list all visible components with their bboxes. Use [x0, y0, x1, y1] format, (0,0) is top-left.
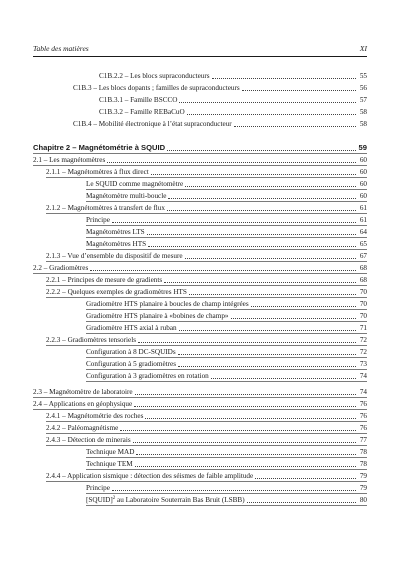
dot-leader — [135, 466, 356, 467]
dot-leader — [179, 102, 356, 103]
toc-entry[interactable] — [33, 153, 367, 165]
toc-entry[interactable] — [86, 237, 367, 249]
dot-leader — [90, 270, 356, 271]
toc-entry[interactable] — [99, 69, 367, 81]
toc-entry[interactable] — [86, 345, 367, 357]
toc-entry[interactable] — [73, 117, 367, 129]
dot-leader — [168, 198, 356, 199]
toc-entry[interactable] — [46, 201, 367, 213]
toc-entry[interactable] — [86, 457, 367, 469]
toc-entry-page: 72 — [359, 348, 367, 356]
toc-entry-page: 60 — [359, 192, 367, 200]
dot-leader — [112, 490, 356, 491]
dot-leader — [189, 294, 356, 295]
dot-leader — [187, 114, 356, 115]
toc-entry-page: 58 — [359, 108, 367, 116]
toc-entry[interactable] — [46, 421, 367, 433]
toc-entry-page: 64 — [359, 228, 367, 236]
chapter-heading[interactable] — [33, 141, 367, 153]
toc-entry-page: 70 — [359, 288, 367, 296]
toc-entry-title: Principe — [86, 216, 110, 224]
dot-leader — [247, 502, 356, 503]
toc-entry-page: 67 — [359, 252, 367, 260]
dot-leader — [134, 406, 356, 407]
toc-entry-page: 58 — [359, 120, 367, 128]
toc-entry-title: 2.4.4 – Application sismique : détection des séismes de faible amplitude — [46, 472, 254, 480]
toc-entry[interactable] — [86, 297, 367, 309]
toc-entry-page: 60 — [359, 180, 367, 188]
dot-leader — [133, 442, 356, 443]
dot-leader — [242, 90, 356, 91]
toc-entry-title: 2.1.1 – Magnétomètres à flux direct — [46, 168, 149, 176]
toc-entry-title: C1B.4 – Mobilité électronique à l’état supraconducteur — [73, 120, 232, 128]
toc-entry-page: 65 — [359, 240, 367, 248]
dot-leader — [179, 330, 356, 331]
toc-entry-title: Technique MAD — [86, 448, 135, 456]
toc-entry-page: 76 — [359, 424, 367, 432]
toc-entry[interactable] — [46, 285, 367, 297]
toc-entry-page: 79 — [359, 484, 367, 492]
dot-leader — [120, 430, 356, 431]
toc-entry[interactable] — [86, 189, 367, 201]
toc-entry[interactable] — [33, 385, 367, 397]
toc-entry[interactable] — [86, 321, 367, 333]
dot-leader — [135, 394, 356, 395]
toc-entry[interactable] — [86, 213, 367, 225]
running-header-title: Table des matières — [33, 44, 89, 53]
toc-entry-page: 78 — [359, 448, 367, 456]
toc-entry[interactable] — [46, 333, 367, 345]
toc-entry[interactable] — [46, 409, 367, 421]
toc-entry[interactable] — [46, 165, 367, 177]
dot-leader — [185, 186, 356, 187]
dot-leader — [147, 234, 356, 235]
toc-entry-page: 79 — [359, 472, 367, 480]
toc-entry-page: 78 — [359, 460, 367, 468]
toc-entry-title: Configuration à 3 gradiomètres en rotation — [86, 372, 209, 380]
row-separator — [86, 505, 367, 506]
toc-entry-page: 60 — [359, 156, 367, 164]
toc-entry-title: C1B.3 – Les blocs dopants ; familles de supraconducteurs — [73, 84, 240, 92]
toc-entry-page: 68 — [359, 276, 367, 284]
toc-entry-page: 61 — [359, 216, 367, 224]
header-rule — [33, 56, 367, 57]
toc-entry-title: Principe — [86, 484, 110, 492]
toc-entry[interactable] — [73, 81, 367, 93]
toc-entry-title: 2.1.3 – Vue d’ensemble du dispositif de mesure — [46, 252, 183, 260]
dot-leader — [151, 174, 356, 175]
toc-entry-page: 55 — [359, 72, 367, 80]
toc-entry-page: 59 — [358, 143, 367, 152]
dot-leader — [167, 150, 356, 151]
toc-entry-page: 76 — [359, 400, 367, 408]
dot-leader — [148, 246, 356, 247]
dot-leader — [164, 282, 356, 283]
toc-entry-title: Technique TEM — [86, 460, 133, 468]
toc-entry-page: 70 — [359, 300, 367, 308]
dot-leader — [231, 318, 356, 319]
toc-entry[interactable] — [99, 105, 367, 117]
running-header — [33, 44, 367, 56]
toc-entry-page: 56 — [359, 84, 367, 92]
toc-entry[interactable] — [46, 433, 367, 445]
dot-leader — [178, 366, 356, 367]
toc-entry-page: 61 — [359, 204, 367, 212]
toc-entry-title: 2.4.3 – Détection de minerais — [46, 436, 131, 444]
toc-entry-title: Gradiomètre HTS axial à ruban — [86, 324, 177, 332]
dot-leader — [112, 222, 356, 223]
dot-leader — [251, 306, 356, 307]
toc-entry-title: 2.4.2 – Paléomagnétisme — [46, 424, 119, 432]
dot-leader — [234, 126, 356, 127]
toc-entry-title: [SQUID]$^2$ au Laboratoire Souterrain Bas Bruit (LSBB) — [86, 496, 245, 504]
toc-entry-page: 57 — [359, 96, 367, 104]
toc-entry-title: Magnétomètre multi-boucle — [86, 192, 167, 200]
toc-entry-title: 2.2 – Gradiomètres — [33, 264, 89, 272]
toc-entry-title: Configuration à 8 DC-SQUIDs — [86, 348, 176, 356]
toc-entry-title: C1B.3.1 – Famille BSCCO — [99, 96, 178, 104]
toc-entry-title: 2.3 – Magnétomètre de laboratoire — [33, 388, 133, 396]
toc-entry-title: Configuration à 5 gradiomètres — [86, 360, 177, 368]
toc-entry-title: 2.4 – Applications en géophysique — [33, 400, 133, 408]
dot-leader — [138, 342, 356, 343]
toc-entry-page: 70 — [359, 312, 367, 320]
toc-entry[interactable] — [33, 261, 367, 273]
toc-entry[interactable] — [86, 369, 367, 381]
toc-entry[interactable] — [86, 493, 367, 505]
toc-entry[interactable] — [46, 469, 367, 481]
superscript: 2 — [112, 496, 116, 501]
toc-entry-page: 74 — [359, 372, 367, 380]
toc-entry-title: Le SQUID comme magnétomètre — [86, 180, 184, 188]
toc-entry-page: 72 — [359, 336, 367, 344]
dot-leader — [107, 162, 356, 163]
toc-entry-page: 77 — [359, 436, 367, 444]
toc-entry[interactable] — [86, 225, 367, 237]
toc-entry[interactable] — [86, 445, 367, 457]
toc-entry-page: 68 — [359, 264, 367, 272]
toc-entry-page: 60 — [359, 168, 367, 176]
toc-entry-page: 80 — [359, 496, 367, 504]
toc-entry[interactable] — [33, 397, 367, 409]
toc-entry-title: 2.2.2 – Quelques exemples de gradiomètres HTS — [46, 288, 187, 296]
toc-entry-title: 2.2.3 – Gradiomètres tensoriels — [46, 336, 137, 344]
toc-entry-title: C1B.3.2 – Famille REBaCuO — [99, 108, 185, 116]
dot-leader — [211, 378, 356, 379]
row-separator — [86, 381, 367, 382]
toc-entry[interactable] — [86, 357, 367, 369]
dot-leader — [255, 478, 356, 479]
toc-entry[interactable] — [86, 177, 367, 189]
page-number: XI — [359, 44, 367, 53]
dot-leader — [212, 78, 356, 79]
toc-entry-title: Gradiomètre HTS planaire à boucles de champ intégrées — [86, 300, 249, 308]
toc-entry[interactable] — [46, 273, 367, 285]
dot-leader — [145, 418, 356, 419]
toc-entry[interactable] — [86, 481, 367, 493]
toc-entry-title: 2.4.1 – Magnétométrie des roches — [46, 412, 144, 420]
toc-entry-title: 2.1.2 – Magnétomètres à transfert de flux — [46, 204, 165, 212]
toc-entry-title-suffix: au Laboratoire Souterrain Bas Bruit (LSBB) — [115, 496, 245, 504]
toc-entry-title: 2.1 – Les magnétomètres — [33, 156, 106, 164]
toc-entry-title: C1B.2.2 – Les blocs supraconducteurs — [99, 72, 210, 80]
toc-entry[interactable] — [99, 93, 367, 105]
toc-entry-title: Magnétomètres LTS — [86, 228, 145, 236]
toc-entry-title: Gradiomètre HTS planaire à «bobines de champ» — [86, 312, 229, 320]
dot-leader — [136, 454, 356, 455]
toc-entry-page: 73 — [359, 360, 367, 368]
dot-leader — [167, 210, 356, 211]
toc-entry-page: 76 — [359, 412, 367, 420]
dot-leader — [185, 258, 356, 259]
dot-leader — [178, 354, 356, 355]
toc-entry[interactable] — [86, 309, 367, 321]
toc-entry-page: 74 — [359, 388, 367, 396]
toc-entry-page: 71 — [359, 324, 367, 332]
toc-entry-title: Chapitre 2 – Magnétométrie à SQUID — [33, 143, 166, 152]
toc-entry-title: Magnétomètres HTS — [86, 240, 147, 248]
toc-entry-title: 2.2.1 – Principes de mesure de gradients — [46, 276, 163, 284]
toc-entry[interactable] — [46, 249, 367, 261]
